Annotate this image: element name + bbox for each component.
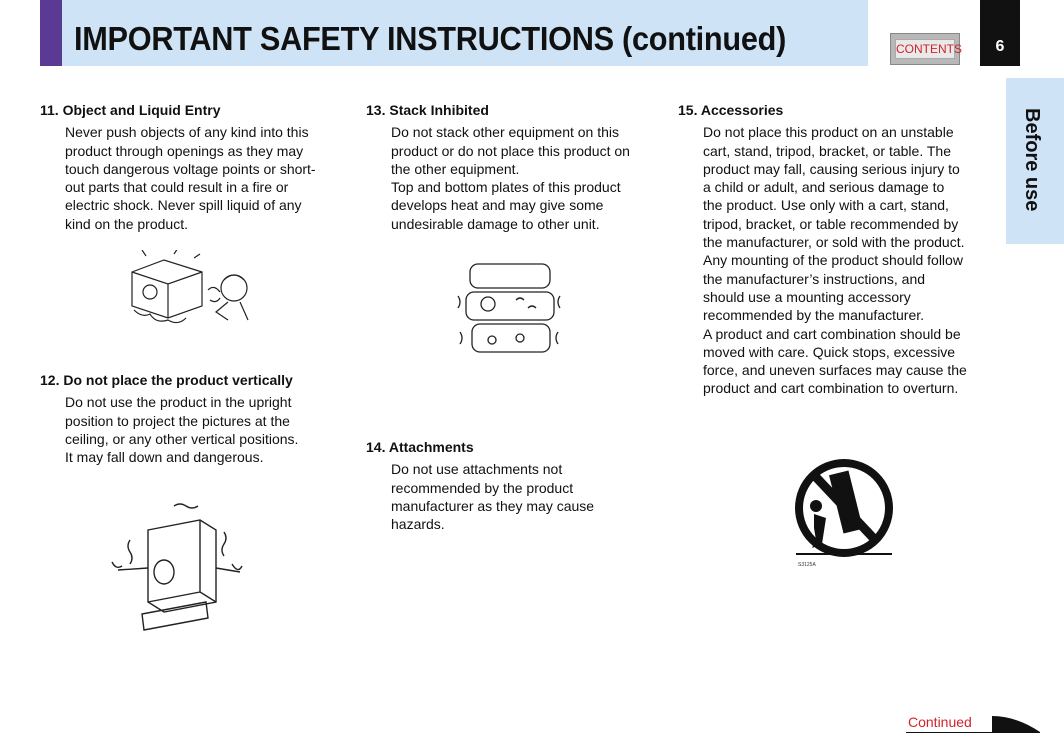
- section-body: Do not use the product in the upright position to project the pictures at the ceiling, or any other vertical positions. It may fall down and dangerous.: [65, 394, 299, 466]
- section-body: Do not use attachments not recommended by the product manufacturer as they may cause hazards.: [391, 461, 595, 533]
- upright-projector-illustration: [108, 502, 244, 636]
- section-heading: 12. Do not place the product vertically: [40, 372, 293, 388]
- side-tab-label: Before use: [1021, 108, 1043, 212]
- liquid-spill-illustration: [124, 250, 254, 330]
- section-heading: 14. Attachments: [366, 439, 474, 455]
- contents-button[interactable]: [890, 33, 960, 65]
- section-no-vertical-placement: [40, 371, 360, 466]
- section-body: Never push objects of any kind into this product through openings as they may touch dangerous voltage points or short- out parts that could result in a fire or electric shock. Never spill liquid of any kind on the product.: [65, 124, 316, 232]
- section-heading: 13. Stack Inhibited: [366, 102, 489, 118]
- contents-label: CONTENTS: [895, 39, 955, 59]
- section-body: Do not place this product on an unstable cart, stand, tripod, bracket, or table. The product may fall, causing serious injury to a child or adult, and serious damage to the product. Use only with a cart, stand, tripod, bracket, or table recommended by the manufacturer, or sold with the product. Any mounting of the product should follow the manufacturer’s instructions, and should use a mounting accessory recommended by the manufacturer. A product and cart combination should be moved with care. Quick stops, excessive force, and uneven surfaces may cause the product and cart combination to overturn.: [703, 124, 967, 397]
- side-tab-before-use[interactable]: [1006, 78, 1064, 244]
- section-object-liquid-entry: [40, 101, 360, 233]
- continued-link[interactable]: Continued: [908, 714, 972, 730]
- cart-symbol-code: S3125A: [798, 562, 816, 568]
- section-accessories: [678, 101, 998, 398]
- title-accent: [40, 0, 62, 66]
- section-attachments: [366, 438, 666, 533]
- page-number: 6: [980, 0, 1020, 66]
- continued-arrow-icon[interactable]: [990, 714, 1042, 734]
- stacked-equipment-illustration: [456, 260, 564, 358]
- section-heading: 15. Accessories: [678, 102, 784, 118]
- page-title: IMPORTANT SAFETY INSTRUCTIONS (continued): [74, 20, 787, 57]
- section-stack-inhibited: [366, 101, 666, 233]
- cart-tip-over-warning-icon: [792, 458, 896, 570]
- section-heading: 11. Object and Liquid Entry: [40, 102, 221, 118]
- section-body: Do not stack other equipment on this product or do not place this product on the other equipment. Top and bottom plates of this product develops heat and may give some undesirable damage to other unit.: [391, 124, 630, 232]
